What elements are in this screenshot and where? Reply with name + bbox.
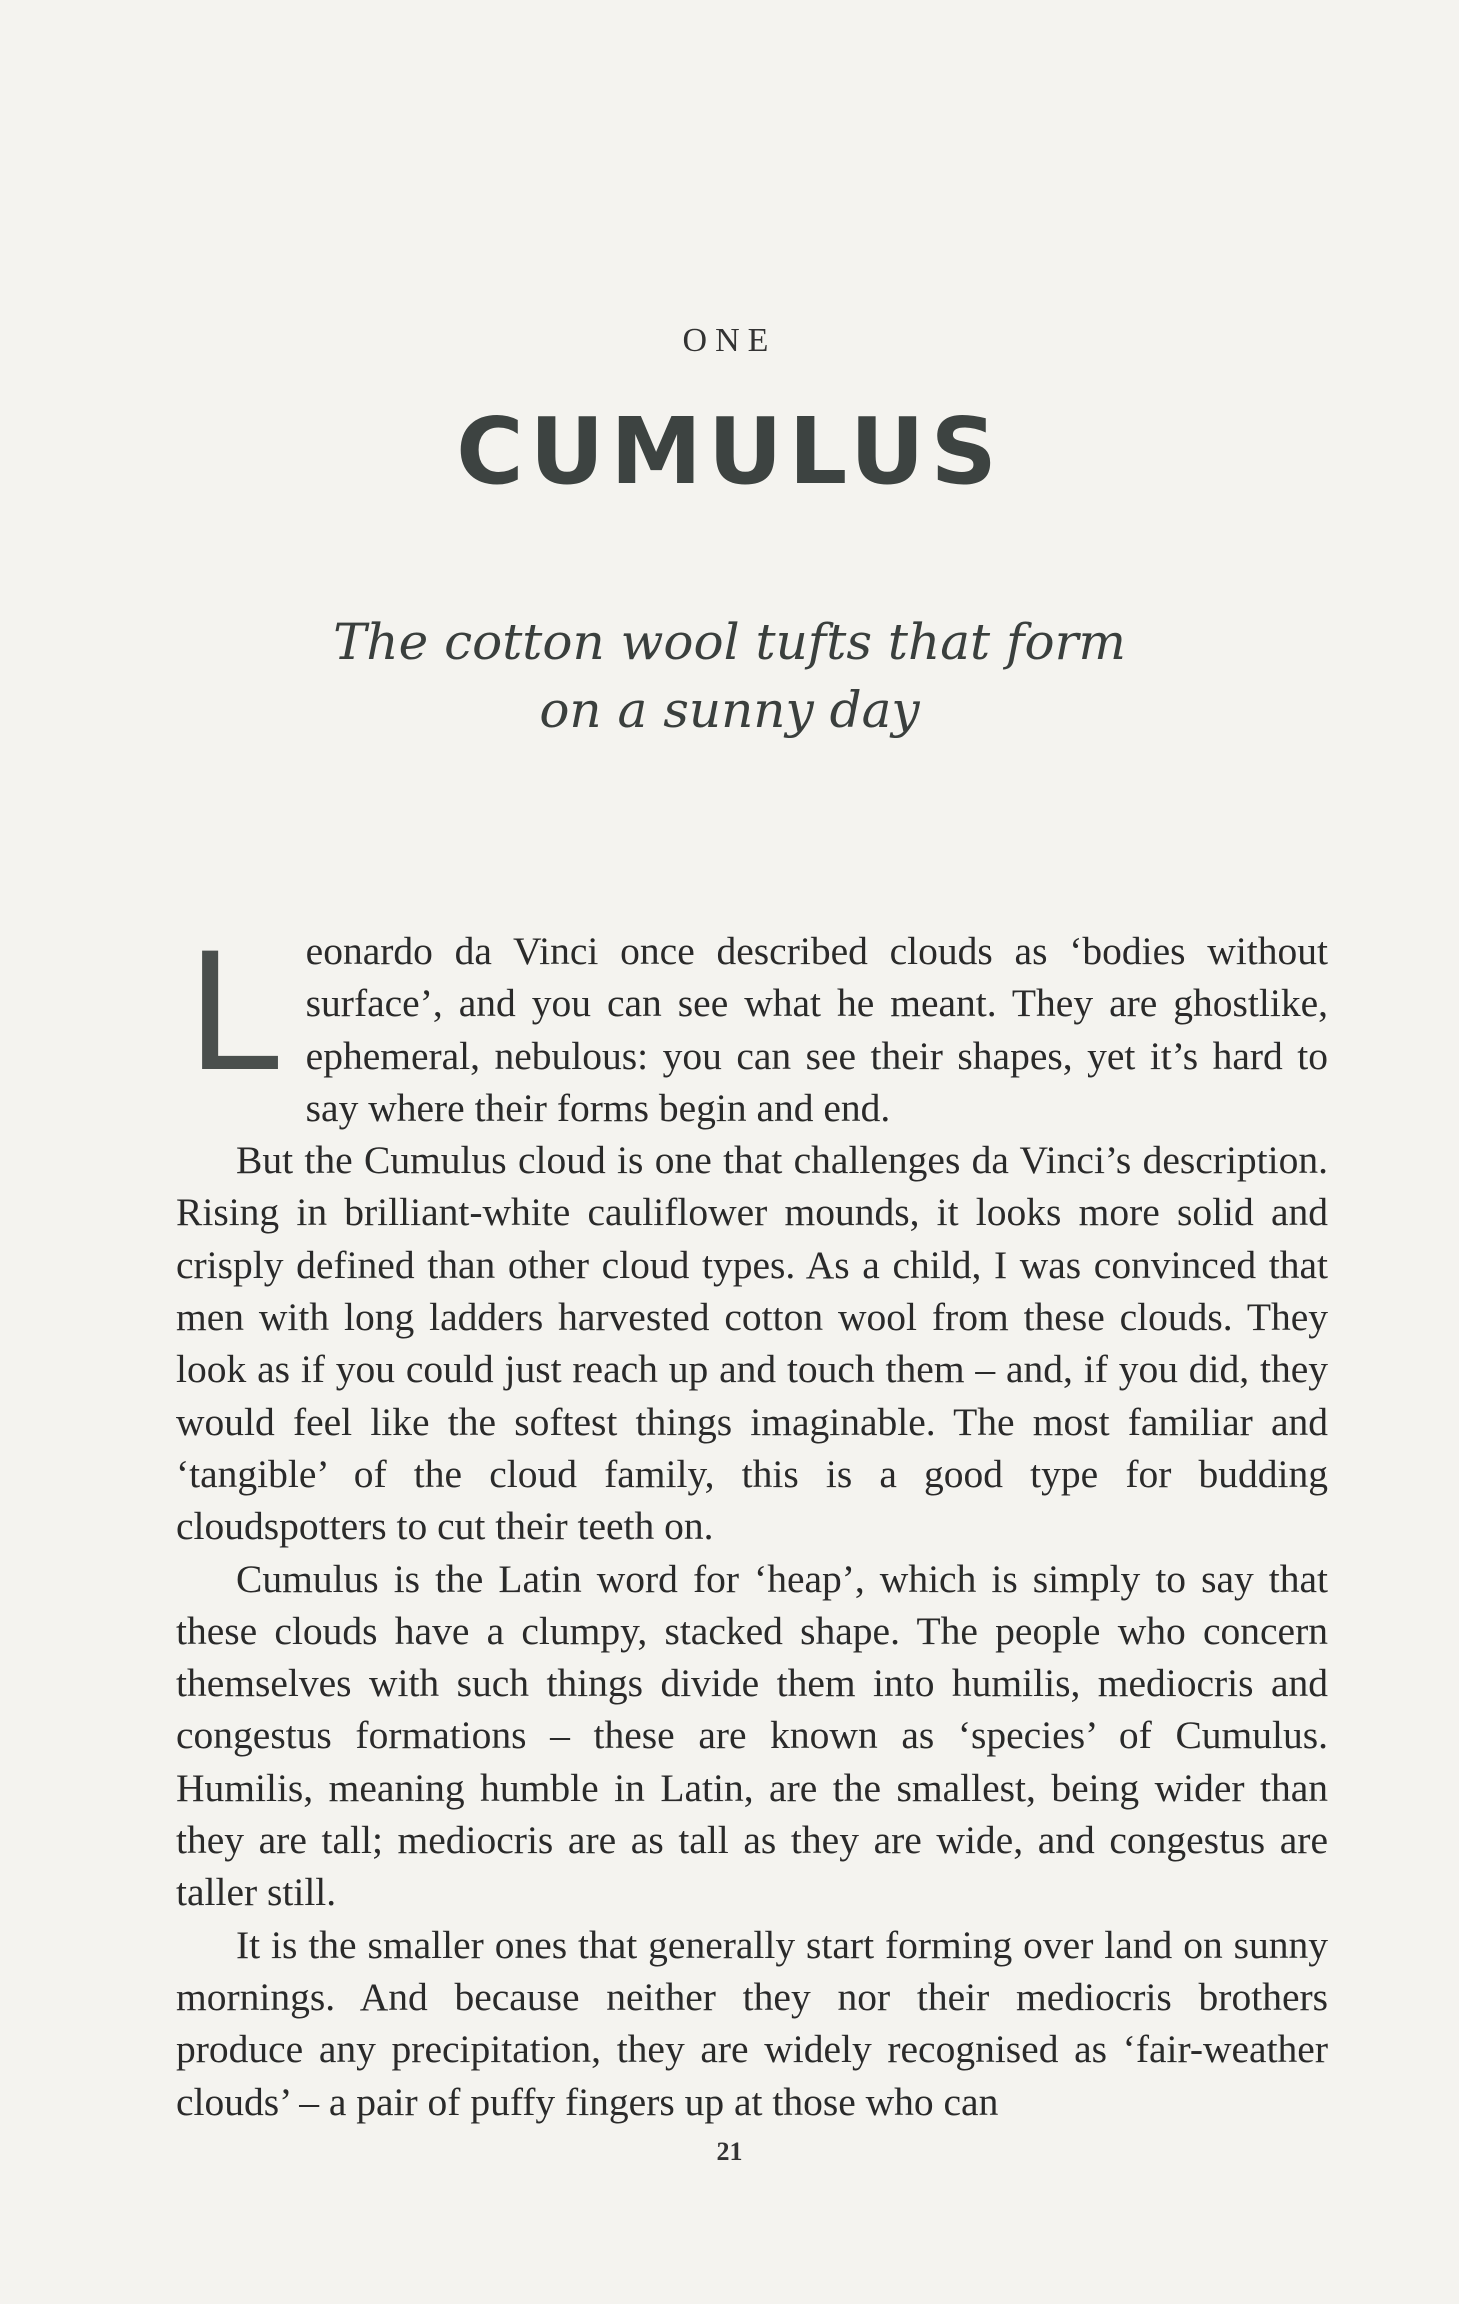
paragraph-4: It is the smaller ones that generally start forming over land on sunny mornings. And because neither they nor their mediocris brothers produce any precipitation, they are widely recognised as ‘fair-weather clouds’ – a pair of puffy fingers up at those who can — [176, 1922, 1328, 2124]
paragraph-1-text: eonardo da Vinci once described clouds as ‘bodies without surface’, and you can see what he meant. They are ghostlike, ephemeral, nebulous: you can see their shapes, yet it’s hard to say where their forms begin and end. — [305, 929, 1328, 1130]
body-text — [176, 914, 1328, 2128]
paragraph-1 — [176, 914, 1328, 1134]
chapter-number: ONE — [682, 322, 777, 359]
subtitle-line-2: on a sunny day — [539, 681, 920, 739]
page-number: 21 — [716, 2137, 743, 2166]
subtitle-line-1: The cotton wool tufts that form — [333, 613, 1126, 671]
paragraph-3: Cumulus is the Latin word for ‘heap’, which is simply to say that these clouds have a clumpy, stacked shape. The people who concern themselves with such things divide them into humilis, mediocris and congestus formations – these are known as ‘species’ of Cumulus. Humilis, meaning humble in Latin, are the smallest, being wider than they are tall; mediocris are as tall as they are wide, and congestus are taller still. — [176, 1556, 1328, 1915]
drop-cap: L — [188, 914, 284, 1106]
paragraph-2: But the Cumulus cloud is one that challenges da Vinci’s description. Rising in brilliant-white cauliflower mounds, it looks more solid and crisply defined than other cloud types. As a child, I was convinced that men with long ladders harvested cotton wool from these clouds. They look as if you could just reach up and touch them – and, if you did, they would feel like the softest things imaginable. The most familiar and ‘tangible’ of the cloud family, this is a good type for budding cloudspotters to cut their teeth on. — [176, 1138, 1328, 1549]
chapter-title: CUMULUS — [456, 398, 1003, 505]
chapter-subtitle — [0, 608, 1459, 744]
